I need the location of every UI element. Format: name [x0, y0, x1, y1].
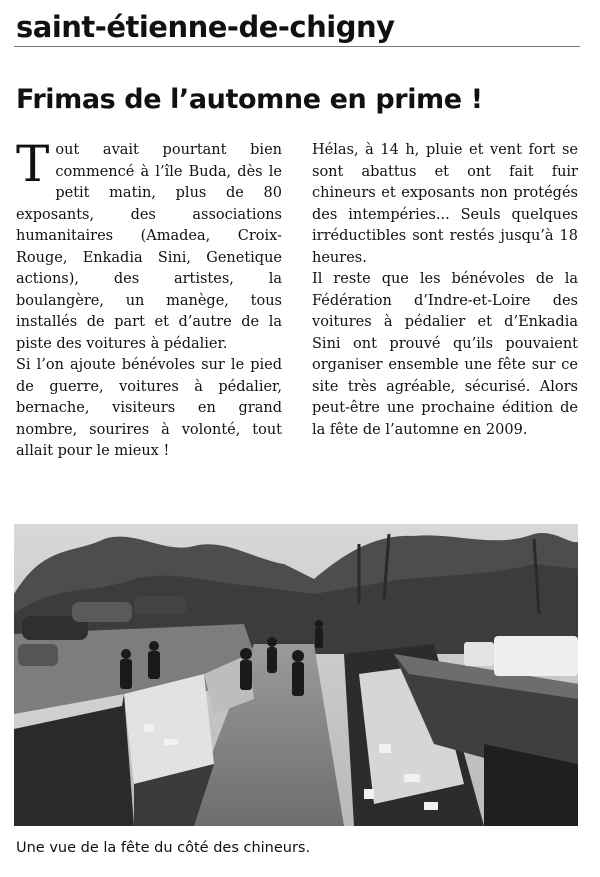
- article-photo: [14, 524, 578, 826]
- article-column-right: [312, 140, 578, 441]
- paragraph-1: [16, 135, 282, 355]
- paragraph-2: Si l’on ajoute bénévoles sur le pied de guerre, voitures à pédalier, bernache, visiteurs en grand nombre, sourires à volonté, tout allait pour le mieux !: [16, 357, 282, 459]
- paragraph-1-text: out avait pourtant bien commencé à l’île Buda, dès le petit matin, plus de 80 exposants, des associations humanitaires (Amadea, Croix-Rouge, Enkadia Sini, Genetique actions), des artistes, la boulangère, un manège, tous installés de part et d’autre de la piste des voitures à pédalier.: [16, 142, 282, 352]
- paragraph-3: Hélas, à 14 h, pluie et vent fort se sont abattus et ont fait fuir chineurs et exposants non protégés des intempéries... Seuls quelques irréductibles sont restés jusqu’à 18 heures.: [312, 142, 578, 266]
- drop-cap: T: [16, 135, 50, 193]
- header-rule: [14, 46, 580, 47]
- paragraph-4: Il reste que les bénévoles de la Fédération d’Indre-et-Loire des voitures à pédalier et d’Enkadia Sini ont prouvé qu’ils pouvaient organiser ensemble une fête sur ce site très agréable, sécurisé. Alors peut-être une prochaine édition de la fête de l’automne en 2009.: [312, 271, 578, 438]
- photo-caption: Une vue de la fête du côté des chineurs.: [16, 840, 311, 856]
- locality-heading: saint-étienne-de-chigny: [16, 10, 395, 44]
- flea-market-photo-illustration: [14, 524, 578, 826]
- article-column-left: [16, 135, 282, 463]
- article-headline: Frimas de l’automne en prime !: [16, 84, 483, 115]
